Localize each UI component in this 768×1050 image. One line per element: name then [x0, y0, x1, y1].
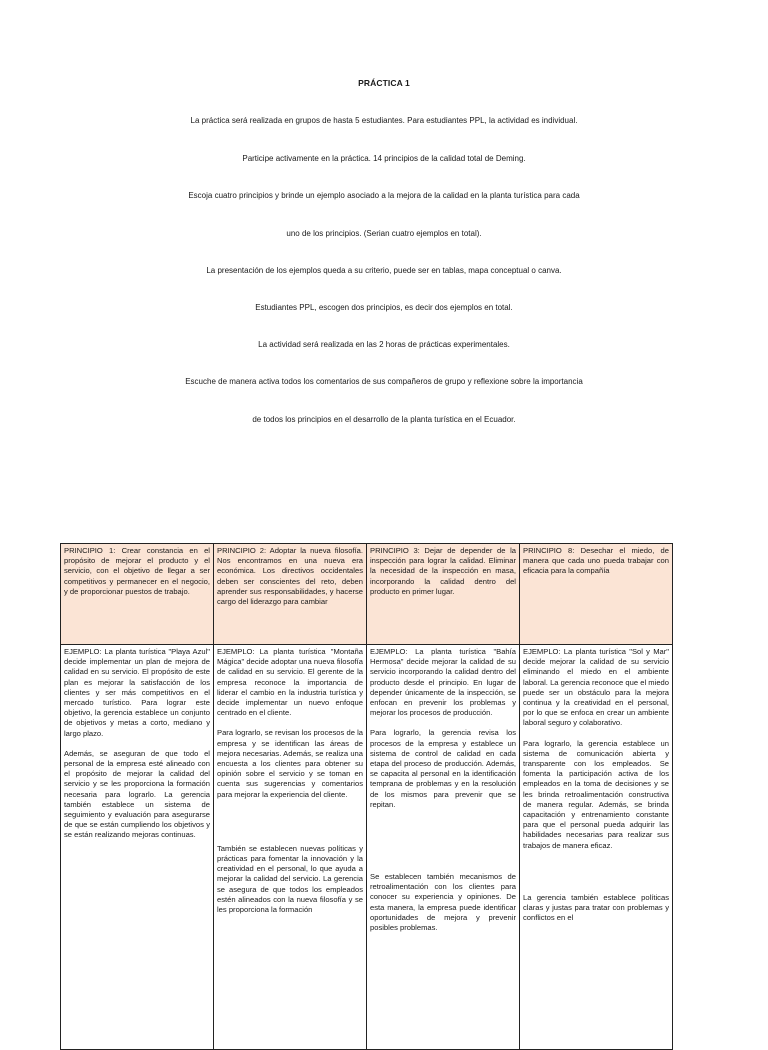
instruction-line: Escoja cuatro principios y brinde un ejemplo asociado a la mejora de la calidad en la planta turística para cada — [188, 191, 580, 200]
instruction-line: Participe activamente en la práctica. 14 principios de la calidad total de Deming. — [242, 154, 526, 163]
example-paragraph: Para lograrlo, la gerencia revisa los procesos de la empresa y establece un sistema de control de calidad en cada etapa del proceso de producción. Además, se capacita al personal en la identificación temprana de problemas y en la resolución de los mismos para prevenir que se repitan. — [370, 728, 516, 809]
principle-cell — [61, 544, 214, 645]
instruction-line: Escuche de manera activa todos los comentarios de sus compañeros de grupo y reflexione sobre la importancia — [185, 377, 583, 386]
principle-text: PRINCIPIO 8: Desechar el miedo, de manera que cada uno pueda trabajar con eficacia para la compañía — [523, 546, 669, 576]
instruction-line: uno de los principios. (Serian cuatro ejemplos en total). — [286, 229, 482, 238]
example-paragraph: EJEMPLO: La planta turística "Playa Azul" decide implementar un plan de mejora de calidad en su servicio. El propósito de este plan es mejorar la satisfacción de los clientes y ser más competitivos en el mercado turístico. Para lograr este objetivo, la gerencia establece un conjunto de objetivos y metas a corto, mediano y largo plazo. — [64, 647, 210, 738]
example-paragraph: Para lograrlo, se revisan los procesos de la empresa y se identifican las áreas de mejora necesarias. Además, se realiza una encuesta a los clientes para obtener su opinión sobre el servicio y se toman en cuenta sus sugerencias y comentarios para mejorar la experiencia del cliente. — [217, 728, 363, 799]
principle-text: PRINCIPIO 2: Adoptar la nueva filosofía. Nos encontramos en una nueva era económica. Los directivos occidentales deben ser conscientes del reto, deben aprender sus responsabilidades, y hacerse cargo del liderazgo para cambiar — [217, 546, 363, 607]
example-cell — [61, 645, 214, 1050]
instruction-line: La presentación de los ejemplos queda a su criterio, puede ser en tablas, mapa conceptual o canva. — [206, 266, 562, 275]
example-cell — [367, 645, 520, 1050]
example-paragraph: EJEMPLO: La planta turística "Sol y Mar" decide mejorar la calidad de su servicio eliminando el miedo en el ambiente laboral. La gerencia reconoce que el miedo puede ser un obstáculo para la mejora continua y la creatividad en el personal, por lo que se enfoca en crear un ambiente laboral seguro y colaborativo. — [523, 647, 669, 728]
example-paragraph: EJEMPLO: La planta turística "Montaña Mágica" decide adoptar una nueva filosofía de calidad en su servicio. El gerente de la empresa reconoce la importancia de liderar el cambio en la industria turística y decide implementar un nuevo enfoque centrado en el cliente. — [217, 647, 363, 718]
example-paragraph: EJEMPLO: La planta turística "Bahía Hermosa" decide mejorar la calidad de su servicio incorporando la calidad dentro del producto desde el principio. En lugar de depender únicamente de la inspección, se enfocan en prevenir los problemas y mejorar los procesos de producción. — [370, 647, 516, 718]
instruction-line: La práctica será realizada en grupos de hasta 5 estudiantes. Para estudiantes PPL, la actividad es individual. — [190, 116, 578, 125]
principle-cell — [367, 544, 520, 645]
instruction-line: Estudiantes PPL, escogen dos principios, es decir dos ejemplos en total. — [255, 303, 513, 312]
principles-table — [60, 543, 673, 1050]
example-paragraph: Además, se aseguran de que todo el personal de la empresa esté alineado con el propósito de mejorar la calidad del servicio y se les proporciona la formación necesaria para lograrlo. La gerencia también establece un sistema de seguimiento y evaluación para asegurarse de que se están cumpliendo los objetivos y se están realizando mejoras continuas. — [64, 748, 210, 840]
instruction-line: de todos los principios en el desarrollo de la planta turística en el Ecuador. — [252, 415, 516, 424]
table-header-row — [61, 544, 673, 645]
principle-cell — [214, 544, 367, 645]
example-paragraph: La gerencia también establece políticas claras y justas para tratar con problemas y conflictos en el — [523, 892, 669, 923]
example-cell — [520, 645, 673, 1050]
table-example-row — [61, 645, 673, 1050]
principle-cell — [520, 544, 673, 645]
example-cell — [214, 645, 367, 1050]
principle-text: PRINCIPIO 3: Dejar de depender de la inspección para lograr la calidad. Eliminar la necesidad de la inspección en masa, incorporando la calidad dentro del producto en primer lugar. — [370, 546, 516, 596]
page-title: PRÁCTICA 1 — [358, 78, 410, 88]
example-paragraph: Se establecen también mecanismos de retroalimentación con los clientes para conocer su experiencia y opiniones. De esta manera, la empresa puede identificar oportunidades de mejora y prevenir posibles problemas. — [370, 872, 516, 933]
principle-text: PRINCIPIO 1: Crear constancia en el propósito de mejorar el producto y el servicio, con el objetivo de llegar a ser competitivos y permanecer en el negocio, y de proporcionar puestos de trabajo. — [64, 546, 210, 596]
example-paragraph: También se establecen nuevas políticas y prácticas para fomentar la innovación y la creatividad en el personal, lo que ayuda a mejorar la calidad del servicio. La gerencia se asegura de que todos los empleados estén alineados con la nueva filosofía y se les proporciona la formación — [217, 843, 363, 915]
instruction-line: La actividad será realizada en las 2 horas de prácticas experimentales. — [258, 340, 510, 349]
example-paragraph: Para lograrlo, la gerencia establece un sistema de comunicación abierta y transparente con los empleados. Se fomenta la participación activa de los empleados en la toma de decisiones y se les brinda retroalimentación constructiva de manera regular. Además, se brinda capacitación y entrenamiento constante para que el personal pueda adquirir las habilidades necesarias para realizar sus trabajos de manera eficaz. — [523, 738, 669, 850]
